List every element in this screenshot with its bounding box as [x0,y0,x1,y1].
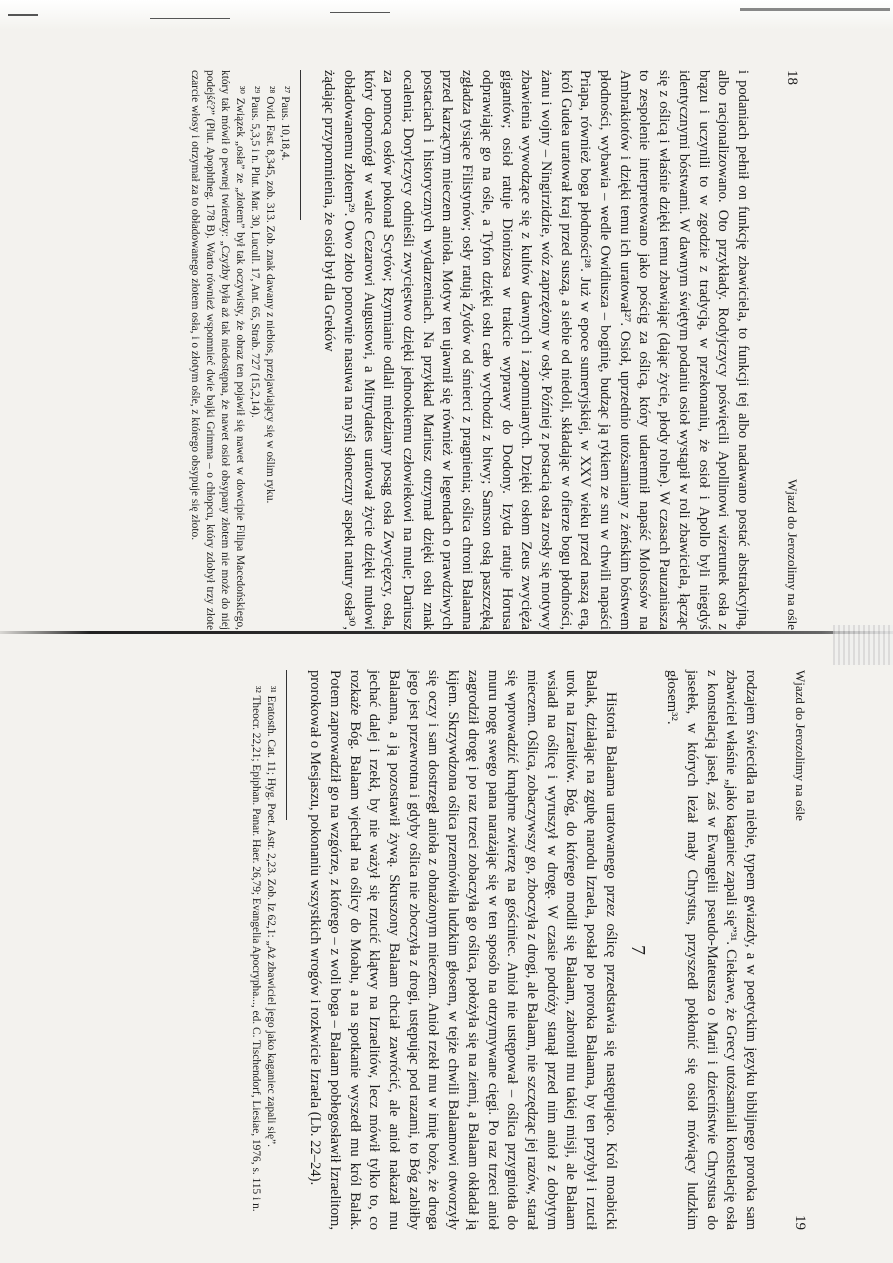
paragraph: rodzajem świecidła na niebie, typem gwiazdy, a w poetyckim języku biblijnego proroka sam zbawiciel właśnie „jako kaganiec zapali się”³¹. Ciekawe, że Grecy utożsamiali konstelację osła z konstelacją jaseł, zaś w Ewangelii pseudo-Mateusza o Marii i dzieciństwie Chrystusa do jasełek, w których leżał mały Chrystus, przyszedł pokłonić się osioł mówiący ludzkim głosem³². [664,670,759,1230]
main-text [319,70,752,630]
footnote: ³⁰ Związek „osła” ze „złotem” był tak oczywisty, że obraz ten pojawił się nawet w dowcipie Filipa Macedońskiego, który tak mówił o pewnej twierdzy: „Czyżby była aż tak niedostępna, że nawet osioł obsypany złotem nie może do niej podejść?” (Plut. Apophtheg. 178 B). Warto również wspomnieć dwie bajki Grimma – o chłopcu, który zdobył trzy złote czarcie włosy i otrzymał za to obładowanego złotem osła, i o złotym ośle, z którego obsypuje się złoto. [188,70,246,630]
page-number: 18 [784,70,800,85]
scan-mark [330,12,390,13]
footnote: ²⁷ Paus. 10,18,4. [278,86,291,161]
running-title: Wjazd do Jerozolimy na ośle [793,670,808,821]
scan-mark [740,8,890,11]
footnotes [248,670,278,1230]
footnote: ³² Theocr. 22,21; Epiphan. Panar. Haer. 26,79; Evangelia Apocrypha..., ed. C. Tischendorf, Liesiae, 1976, s. 115 i n. [249,686,262,1212]
page-19 [78,670,808,1230]
running-head [786,670,808,1230]
paragraph: Historia Balaama uratowanego przez oślicę przedstawia się następująco. Król moabicki Balak, działając na zgubę narodu Izraela, posłał po proroka Balaama, by ten przybył i rzucił urok na Izraelitów. Bóg, do którego modlił się Balaam, zabronił mu takiej misji, ale Balaam wsiadł na oślicę i wyruszył w drogę. W czasie podróży stanął przed nim anioł z dobytym mieczem. Oślica, zobaczywszy go, zboczyła z drogi, ale Balaam, nie szczędząc jej razów, starał się wprowadzić krnąbrne zwierzę na gościniec. Anioł nie ustępował – oślica przygniotła do muru nogę swego pana narażając się w ten sposób na otrzymywane cięgi. Po raz trzeci anioł zagrodził drogę i po raz trzeci zobaczyła go oślica, położyła się na ziemi, a Balaam okładał ją kijem. Skrzywdzona oślica przemówiła ludzkim głosem, w tejże chwili Balaamowi otworzyły się oczy i sam dostrzegł anioła z obnażonym mieczem. Anioł rzekł mu w imię boże, że droga jego jest przewrotna i gdyby oślica nie zboczyła z drogi, ustępując pod razami, to Bóg zabiłby Balaama, a ją pozostawił żywą. Skruszony Balaam chciał zawrócić, ale anioł nakazał mu jechać dalej i rzekł, by nie ważył się rzucić klątwy na Izraelitów, lecz mówił tylko to, co rozkaże Bóg. Balaam wjechał na oślicy do Moabu, a na spotkanie wyszedł mu król Balak. Potem zaprowadził go na wzgórze, z którego – z woli boga – Balaam pobłogosławił Izraelitom, prorokował o Mesjaszu, pokonaniu wszystkich wrogów i rozkwicie Izraela (Lb. 22–24). [307,670,619,1230]
gutter-line [0,631,893,634]
running-title: Wjazd do Jerozolimy na ośle [785,479,800,630]
running-head [778,70,800,630]
footnote: ²⁹ Paus. 5,3,5 i n. Plut. Mar. 30, Lucull. 17, Ant. 65, Strab. 727 (15,2,14). [248,86,261,418]
footnote-rule [286,670,287,820]
paragraph: i podaniach pełnił on funkcję zbawiciela, to funkcji tej albo nadawano postać abstrakcyjną, albo racjonalizowano. Oto przykłady. Rodyjczycy poświęcili Apollinowi wizerunek osła z brązu i uczynili to w zgodzie z tradycją, w przekonaniu, że osioł i Apollo byli niegdyś identycznymi bóstwami. W dawnym świętym podaniu osioł wystąpił w roli zbawiciela, łącząc się z oślicą i właśnie dzięki temu zbawiając (dając życie, płody rolne). W czasach Pauzaniasza to zespolenie interpretowano jako pościg za oślicą, który udaremnił napaść Molossów na Ambrakiotów i dzięki temu ich uratował²⁷. Osioł, uprzednio utożsamiany z żeńskim bóstwem płodności, wybawia – wedle Owidiusza – boginię, budząc ją rykiem ze snu w chwili napaści Priapa, również boga płodności²⁸. Już w epoce sumeryjskiej, w XXV wieku przed naszą erą, król Gudea uratował kraj przed suszą, a siebie od niedoli, składając w ofierze bogu płodności, żanu i wojny – Ningirzidzie, wóz zaprzężony w osły. Później z postacią osła zrosły się motywy zbawienia wywodzące się z kultów dawnych i zapomnianych. Dzięki osłom Zeus zwycięża gigantów; osioł ratuje Dionizosa w trakcie wyprawy do Dodony. Izyda ratuje Horusa odprawiając go na ośle, a Tyfon dzięki osłu cało wychodzi z bitwy; Samson osłą paszczęką zgładza tysiące Filistynów; osły ratują Żydów od śmierci z pragnienia; oślica chroni Balaama przed karzącym mieczem anioła. Motyw ten ujawnił się również w legendach o prawdziwych postaciach i historycznych wydarzeniach. Na przykład Mariusz otrzymał dzięki osłu znak ocalenia; Dorylczycy odnieśli zwycięstwo dzięki jednookiemu człowiekowi na mule; Dariusz za pomocą osłów pokonał Scytów; Rzymianie odlali miedziany posąg osła Zwycięzcy, osła, który dopomógł w walce Cezarowi Augustowi, a Mitrydates uratował życie dzięki mułowi obładowanemu złotem²⁹. Owo złoto ponownie nasuwa na myśl słoneczny aspekt natury osła³⁰, żądając przypomnienia, że osioł był dla Greków [321,70,751,630]
footnotes [187,70,292,630]
page-18 [150,70,800,630]
scan-mark [150,18,230,19]
footnote-rule [300,70,301,220]
section-number: 7 [627,945,650,955]
footnote: ²⁸ Ovid. Fast. 8,345, zob. 313. Zob. znak dawany z niebios, przejawiający się w oślim ryku. [263,86,276,504]
footnote: ³¹ Eratosth. Cat. 11; Hyg. Poet. Astr. 2,23. Zob. Iz 62,1: „Aż zbawiciel jego jako kaganiec zapali się”. [264,686,277,1147]
gutter-shadow [833,625,893,665]
main-text [305,670,760,1230]
scan-edge [0,0,893,30]
scan-mark [8,14,38,16]
page-number: 19 [792,1215,808,1230]
